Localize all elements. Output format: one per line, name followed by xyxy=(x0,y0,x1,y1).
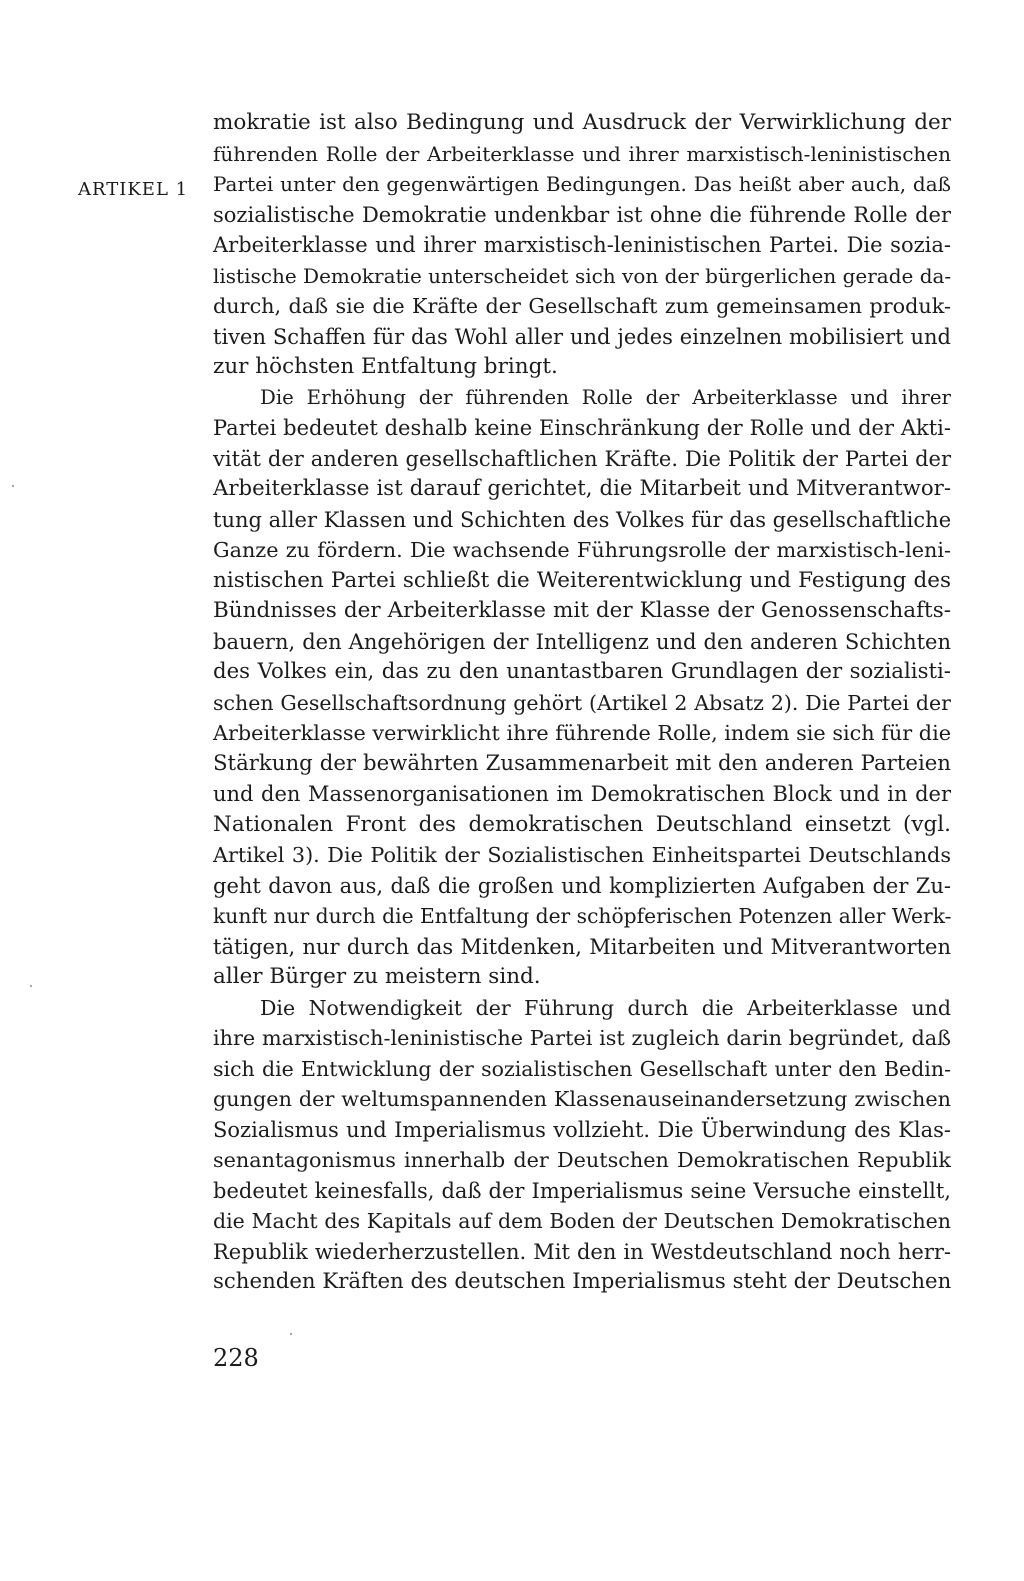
text-line: Arbeiterklasse ist darauf gerichtet, die Mitarbeit und Mitverantwor- xyxy=(213,476,951,501)
page-number: 228 xyxy=(213,1344,259,1372)
text-line: Nationalen Front des demokratischen Deutschland einsetzt (vgl. xyxy=(213,811,951,837)
text-line: die Macht des Kapitals auf dem Boden der Deutschen Demokratischen xyxy=(213,1209,951,1233)
text-line: listische Demokratie unterscheidet sich von der bürgerlichen gerade da- xyxy=(213,263,952,288)
text-line: aller Bürger zu meistern sind. xyxy=(213,964,541,989)
text-line: Arbeiterklasse und ihrer marxistisch-leninistischen Partei. Die sozia- xyxy=(213,233,951,257)
text-line: Sozialismus und Imperialismus vollzieht. Die Überwindung des Klas- xyxy=(213,1117,951,1142)
text-line: Artikel 3). Die Politik der Sozialistischen Einheitspartei Deutschlands xyxy=(213,843,951,867)
text-line: bauern, den Angehörigen der Intelligenz und den anderen Schichten xyxy=(213,629,951,654)
text-line: Stärkung der bewährten Zusammenarbeit mit den anderen Parteien xyxy=(213,750,951,776)
paragraph xyxy=(213,383,951,993)
text-line: Arbeiterklasse verwirklicht ihre führende Rolle, indem sie sich für die xyxy=(213,721,951,745)
text-line: zur höchsten Entfaltung bringt. xyxy=(213,354,558,379)
paragraph xyxy=(213,993,951,1298)
text-line: schen Gesellschaftsordnung gehört (Artikel 2 Absatz 2). Die Partei der xyxy=(213,690,951,715)
text-line: geht davon aus, daß die großen und komplizierten Aufgaben der Zu- xyxy=(213,873,951,898)
text-line: vität der anderen gesellschaftlichen Kräfte. Die Politik der Partei der xyxy=(213,446,951,471)
text-line: Partei unter den gegenwärtigen Bedingungen. Das heißt aber auch, daß xyxy=(213,172,951,196)
scan-speck xyxy=(290,1333,292,1335)
text-line: schenden Kräften des deutschen Imperialismus steht der Deutschen xyxy=(213,1269,952,1294)
text-line: Ganze zu fördern. Die wachsende Führungsrolle der marxistisch-leni- xyxy=(213,538,951,562)
paragraph xyxy=(213,108,951,383)
text-line: und den Massenorganisationen im Demokratischen Block und in der xyxy=(213,782,951,806)
text-line: des Volkes ein, das zu den unantastbaren Grundlagen der sozialisti- xyxy=(213,659,951,684)
scan-speck xyxy=(30,985,32,987)
text-line: durch, daß sie die Kräfte der Gesellschaft zum gemeinsamen produk- xyxy=(213,294,951,318)
margin-note-article: ARTIKEL 1 xyxy=(78,179,189,200)
text-line: Republik wiederherzustellen. Mit den in Westdeutschland noch herr- xyxy=(213,1239,951,1264)
text-line: sozialistische Demokratie undenkbar ist ohne die führende Rolle der xyxy=(213,202,951,227)
body-text xyxy=(213,108,951,1298)
text-line: tung aller Klassen und Schichten des Volkes für das gesellschaftliche xyxy=(213,507,952,532)
text-line: mokratie ist also Bedingung und Ausdruck der Verwirklichung der xyxy=(213,110,951,135)
text-line: ihre marxistisch-leninistische Partei ist zugleich darin begründet, daß xyxy=(213,1026,951,1050)
text-line: bedeutet keinesfalls, daß der Imperialismus seine Versuche einstellt, xyxy=(213,1178,951,1203)
text-line: gungen der weltumspannenden Klassenauseinandersetzung zwischen xyxy=(213,1087,951,1111)
scan-speck xyxy=(12,485,14,487)
text-line: tätigen, nur durch das Mitdenken, Mitarbeiten und Mitverantworten xyxy=(213,934,951,959)
text-line: führenden Rolle der Arbeiterklasse und ihrer marxistisch-leninistischen xyxy=(213,141,951,166)
text-line: Die Erhöhung der führenden Rolle der Arbeiterklasse und ihrer xyxy=(260,385,951,409)
text-line: Bündnisses der Arbeiterklasse mit der Klasse der Genossenschafts- xyxy=(213,598,951,623)
text-line: nistischen Partei schließt die Weiterentwicklung und Festigung des xyxy=(213,567,951,593)
text-line: sich die Entwicklung der sozialistischen Gesellschaft unter den Bedin- xyxy=(213,1056,951,1081)
text-line: tiven Schaffen für das Wohl aller und jedes einzelnen mobilisiert und xyxy=(213,324,951,349)
text-line: Die Notwendigkeit der Führung durch die Arbeiterklasse und xyxy=(260,995,951,1020)
text-line: Partei bedeutet deshalb keine Einschränkung der Rolle und der Akti- xyxy=(213,416,951,440)
text-line: senantagonismus innerhalb der Deutschen Demokratischen Republik xyxy=(213,1148,951,1172)
text-line: kunft nur durch die Entfaltung der schöpferischen Potenzen aller Werk- xyxy=(213,904,952,928)
